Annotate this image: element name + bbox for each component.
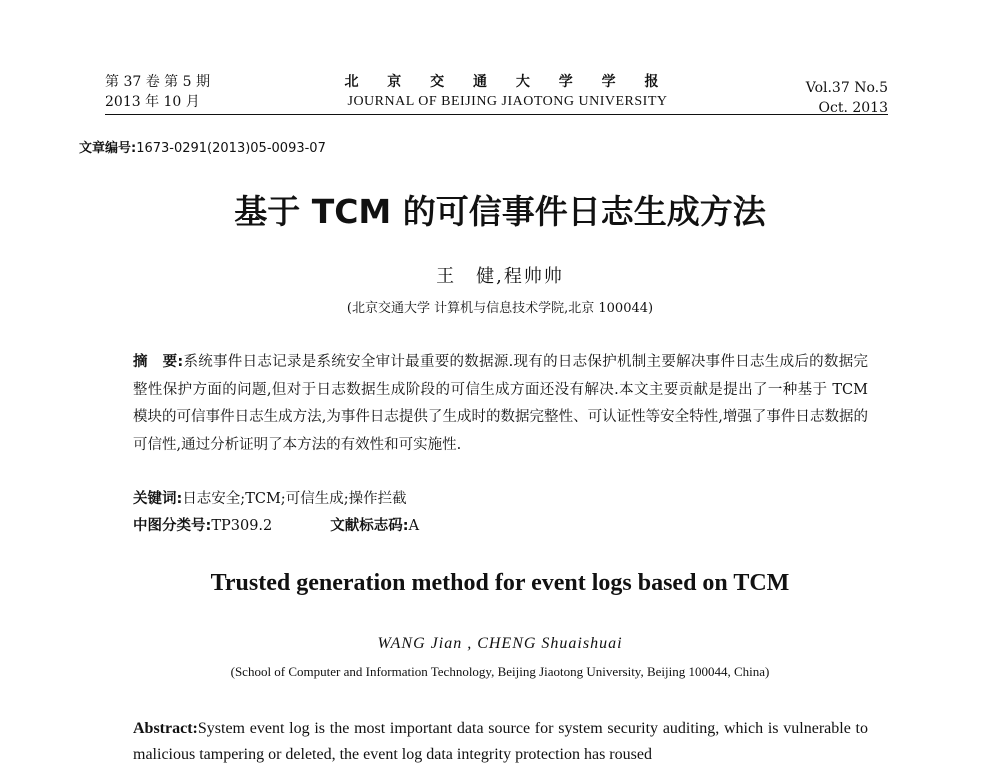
- doc-code-value: A: [408, 518, 420, 534]
- abstract-en-text: System event log is the most important data source for system security auditing, which is vulnerable to malicious tampering or deleted, the event log data integrity protection has roused: [133, 720, 868, 763]
- abstract-cn-label: 摘 要:: [133, 354, 184, 370]
- header-left: [105, 72, 210, 112]
- classification-value: TP309.2: [211, 518, 273, 534]
- classification: [133, 514, 419, 535]
- header-rule: [105, 114, 888, 115]
- date-cn: 2013 年 10 月: [105, 94, 200, 110]
- issue-cn: 第 37 卷 第 5 期: [105, 74, 210, 90]
- keywords: [133, 487, 407, 508]
- article-number: [79, 137, 326, 156]
- journal-header: [105, 72, 888, 116]
- abstract-en-label: Abstract:: [133, 720, 198, 737]
- title-en: Trusted generation method for event logs based on TCM: [210, 570, 790, 596]
- doc-code-label: 文献标志码:: [330, 518, 409, 534]
- date-en: Oct. 2013: [818, 100, 888, 116]
- keywords-label: 关键词:: [133, 491, 183, 507]
- article-number-value: 1673-0291(2013)05-0093-07: [136, 141, 326, 156]
- authors-cn: 王 健,程帅帅: [436, 266, 564, 287]
- title-cn: 基于 TCM 的可信事件日志生成方法: [234, 192, 766, 231]
- abstract-en: [133, 716, 868, 768]
- affiliation-en: (School of Computer and Information Technology, Beijing Jiaotong University, Beijing 100044, China): [230, 664, 770, 679]
- authors-en: WANG Jian , CHENG Shuaishuai: [377, 635, 623, 652]
- volume-en: Vol.37 No.5: [805, 80, 888, 96]
- keywords-text: 日志安全;TCM;可信生成;操作拦截: [182, 491, 407, 507]
- journal-name-cn: 北 京 交 通 大 学 学 报: [344, 74, 671, 90]
- journal-name-en: JOURNAL OF BEIJING JIAOTONG UNIVERSITY: [347, 94, 668, 109]
- abstract-cn: [133, 349, 868, 459]
- classification-label: 中图分类号:: [133, 518, 212, 534]
- header-center: [335, 72, 680, 112]
- article-number-label: 文章编号:: [79, 141, 137, 156]
- affiliation-cn: (北京交通大学 计算机与信息技术学院,北京 100044): [346, 301, 654, 316]
- header-right: [806, 78, 888, 118]
- abstract-cn-text: 系统事件日志记录是系统安全审计最重要的数据源.现有的日志保护机制主要解决事件日志生成后的数据完整性保护方面的问题,但对于日志数据生成阶段的可信生成方面还没有解决.本文主要贡献是提出了一种基于 TCM 模块的可信事件日志生成方法,为事件日志提供了生成时的数据完整性、可认证性等安全特性,增强了事件日志数据的可信性,通过分析证明了本方法的有效性和可实施性.: [133, 354, 868, 453]
